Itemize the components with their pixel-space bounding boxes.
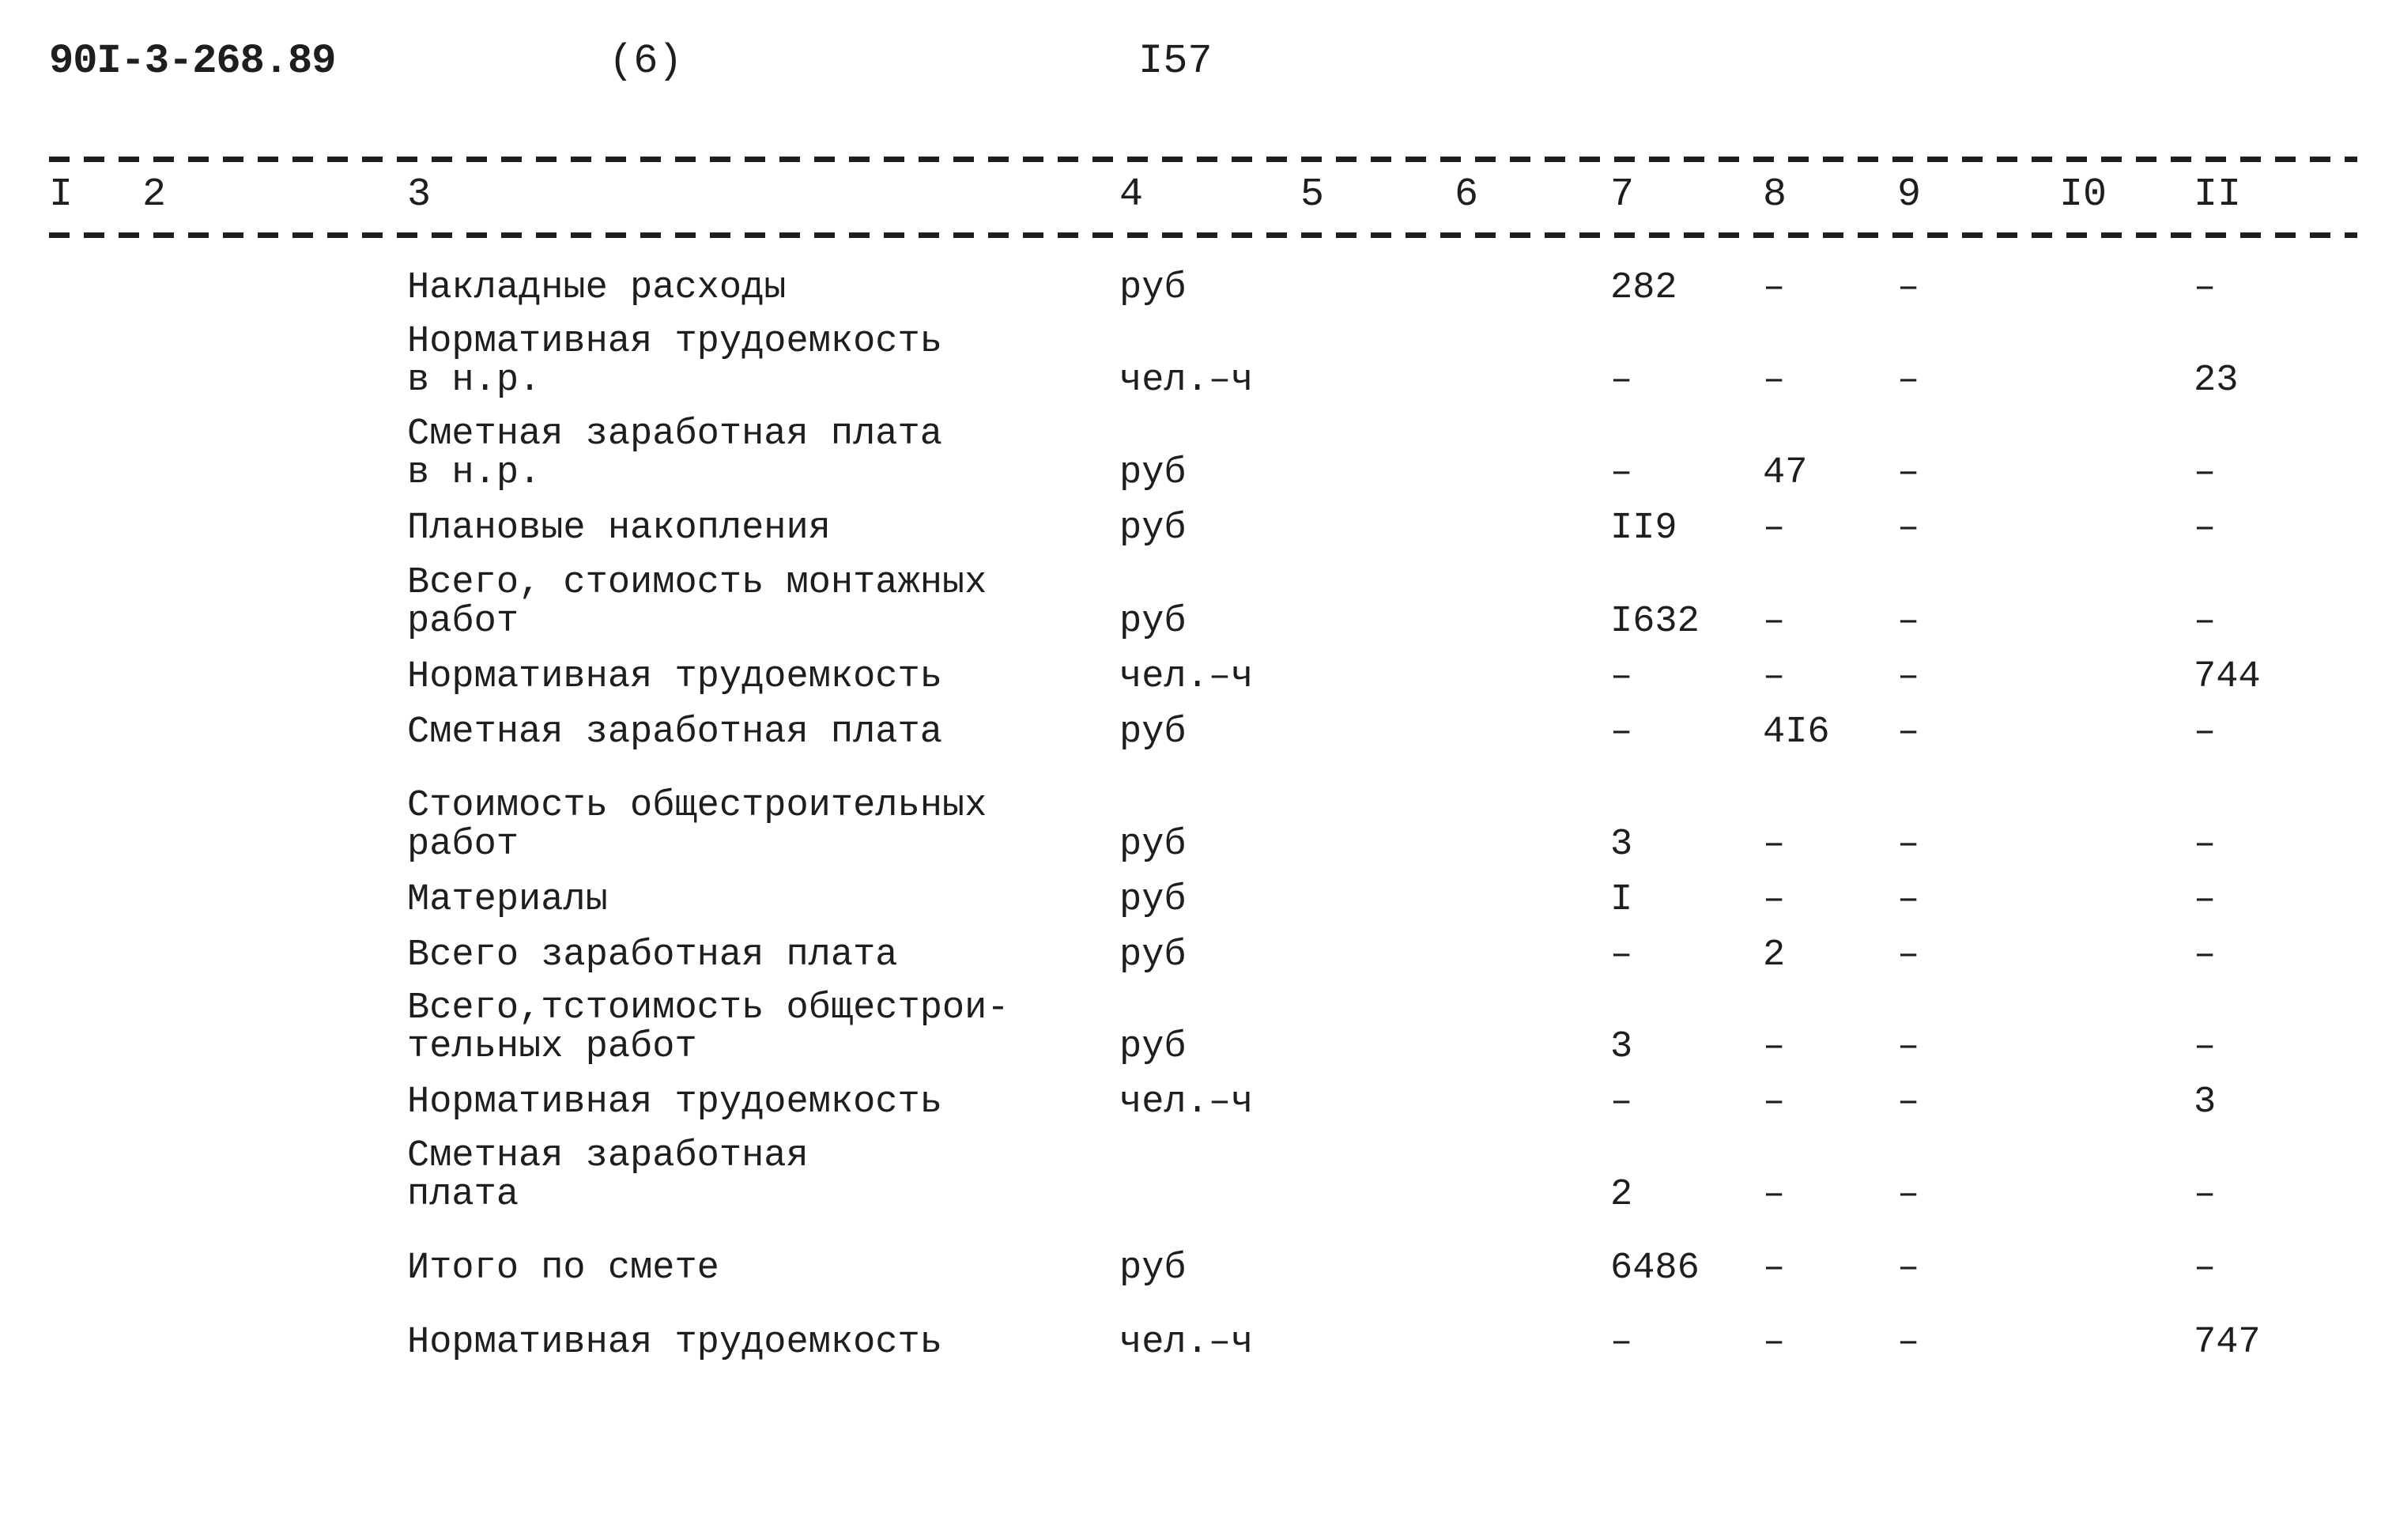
item-name: Итого по смете [407,1247,719,1289]
col8-value: 2 [1763,934,1786,976]
col8-value: – [1763,508,1786,549]
col7-value: 6486 [1610,1247,1700,1289]
col9-value: – [1897,1322,1920,1364]
item-name: Нормативная трудоемкость [407,1322,942,1364]
unit-cell: руб [1119,1247,1187,1289]
col11-value: – [2194,267,2217,309]
col11-value: – [2194,934,2217,976]
unit-cell: руб [1119,824,1187,866]
table-top-dashed-rule [49,157,2357,162]
table-row [0,267,2381,309]
item-name: Накладные расходы [407,267,787,309]
col7-value: – [1610,711,1633,753]
sheet-number: (6) [609,38,683,85]
col9-value: – [1897,601,1920,643]
unit-cell: руб [1119,508,1187,549]
col7-value: – [1610,452,1633,494]
col9-value: – [1897,360,1920,402]
unit-cell: чел.–ч [1119,1081,1254,1123]
col11-value: – [2194,452,2217,494]
column-number: 7 [1610,172,1635,217]
column-number: 6 [1455,172,1479,217]
item-name: Нормативная трудоемкость в н.р. [407,321,942,402]
unit-cell: руб [1119,934,1187,976]
unit-cell: руб [1119,452,1187,494]
col9-value: – [1897,934,1920,976]
col11-value: 3 [2194,1081,2217,1123]
table-row [0,1247,2381,1289]
unit-cell: чел.–ч [1119,656,1254,698]
col8-value: – [1763,1174,1786,1216]
document-code: 90I-3-268.89 [49,38,336,85]
col11-value: – [2194,1247,2217,1289]
col9-value: – [1897,824,1920,866]
col11-value: 747 [2194,1322,2261,1364]
col7-value: – [1610,1081,1633,1123]
item-name: Плановые накопления [407,508,831,549]
col9-value: – [1897,1026,1920,1068]
unit-cell: руб [1119,601,1187,643]
column-number: 9 [1897,172,1922,217]
col9-value: – [1897,508,1920,549]
col7-value: 3 [1610,1026,1633,1068]
col9-value: – [1897,267,1920,309]
table-row [0,785,2381,866]
col8-value: – [1763,267,1786,309]
col7-value: I [1610,879,1633,921]
column-number: 2 [142,172,167,217]
col11-value: – [2194,601,2217,643]
col11-value: 23 [2194,360,2239,402]
item-name: Всего, стоимость монтажных работ [407,562,987,643]
table-row [0,508,2381,549]
col7-value: – [1610,360,1633,402]
col7-value: – [1610,656,1633,698]
col8-value: – [1763,656,1786,698]
col7-value: – [1610,1322,1633,1364]
item-name: Материалы [407,879,608,921]
page-number: I57 [1138,38,1213,85]
col8-value: – [1763,1247,1786,1289]
col8-value: 47 [1763,452,1808,494]
col7-value: I632 [1610,601,1700,643]
table-row [0,711,2381,753]
col7-value: II9 [1610,508,1677,549]
col9-value: – [1897,879,1920,921]
unit-cell: чел.–ч [1119,1322,1254,1364]
col9-value: – [1897,711,1920,753]
table-row [0,934,2381,976]
unit-cell: руб [1119,711,1187,753]
item-name: Всего,тстоимость общестрои- тельных работ [407,987,1009,1068]
col9-value: – [1897,1081,1920,1123]
col7-value: 282 [1610,267,1677,309]
table-row [0,1081,2381,1123]
column-number: 8 [1763,172,1787,217]
item-name: Стоимость общестроительных работ [407,785,987,866]
unit-cell: руб [1119,879,1187,921]
col7-value: 2 [1610,1174,1633,1216]
col8-value: 4I6 [1763,711,1830,753]
col8-value: – [1763,1322,1786,1364]
table-row [0,413,2381,494]
col8-value: – [1763,824,1786,866]
table-row [0,562,2381,643]
col11-value: 744 [2194,656,2261,698]
col9-value: – [1897,1174,1920,1216]
col9-value: – [1897,656,1920,698]
column-number: 5 [1300,172,1325,217]
col9-value: – [1897,1247,1920,1289]
col11-value: – [2194,711,2217,753]
col11-value: – [2194,1026,2217,1068]
unit-cell: руб [1119,1026,1187,1068]
col11-value: – [2194,1174,2217,1216]
column-number: I [49,172,74,217]
col7-value: – [1610,934,1633,976]
col8-value: – [1763,601,1786,643]
table-row [0,321,2381,402]
item-name: Всего заработная плата [407,934,898,976]
col7-value: 3 [1610,824,1633,866]
col11-value: – [2194,824,2217,866]
table-header-dashed-rule [49,232,2357,238]
col8-value: – [1763,360,1786,402]
col9-value: – [1897,452,1920,494]
item-name: Нормативная трудоемкость [407,1081,942,1123]
column-number: 3 [407,172,432,217]
col8-value: – [1763,879,1786,921]
column-number: I0 [2059,172,2107,217]
item-name: Сметная заработная плата [407,1135,809,1216]
item-name: Сметная заработная плата [407,711,942,753]
unit-cell: чел.–ч [1119,360,1254,402]
col11-value: – [2194,879,2217,921]
column-number: 4 [1119,172,1144,217]
table-row [0,1322,2381,1364]
column-number: II [2194,172,2242,217]
col8-value: – [1763,1081,1786,1123]
unit-cell: руб [1119,267,1187,309]
col8-value: – [1763,1026,1786,1068]
item-name: Нормативная трудоемкость [407,656,942,698]
item-name: Сметная заработная плата в н.р. [407,413,942,494]
col11-value: – [2194,508,2217,549]
